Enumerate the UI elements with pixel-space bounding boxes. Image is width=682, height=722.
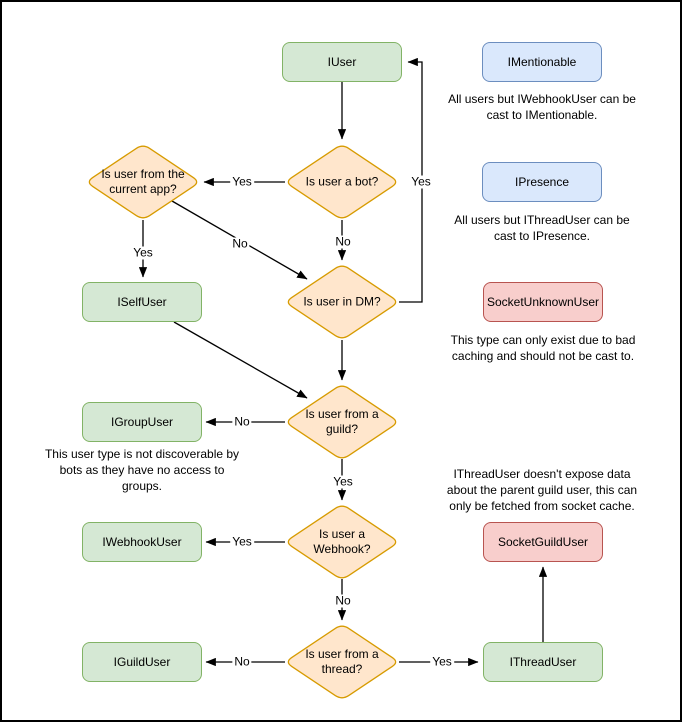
node-socketguilduser: SocketGuildUser bbox=[483, 522, 603, 562]
decision-bot-label: Is user a bot? bbox=[305, 174, 379, 189]
note-ithreaduser: IThreadUser doesn't expose data about the parent guild user, this can only be fetched from socket cache. bbox=[446, 467, 638, 513]
node-iwebhookuser: IWebhookUser bbox=[82, 522, 202, 562]
decision-dm-label: Is user in DM? bbox=[303, 294, 381, 309]
decision-current-app-label: Is user from the current app? bbox=[101, 167, 185, 196]
note-socketunknownuser: This type can only exist due to bad caching and should not be cast to. bbox=[450, 333, 636, 363]
note-imentionable: All users but IWebhookUser can be cast to IMentionable. bbox=[448, 92, 636, 122]
edge-label-app-yes: Yes bbox=[133, 245, 153, 260]
edge-label-bot-no: No bbox=[335, 234, 351, 249]
edge-label-webhook-yes: Yes bbox=[232, 534, 252, 549]
node-imentionable: IMentionable bbox=[482, 42, 602, 82]
node-ithreaduser: IThreadUser bbox=[483, 642, 603, 682]
edge-label-thread-yes: Yes bbox=[432, 654, 452, 669]
note-ipresence: All users but IThreadUser can be cast to IPresence. bbox=[454, 213, 630, 243]
node-iuser: IUser bbox=[282, 42, 402, 82]
edge-label-webhook-no: No bbox=[335, 593, 351, 608]
edge-iselfuser-to-guild bbox=[174, 322, 307, 398]
edge-label-app-no: No bbox=[232, 236, 248, 251]
node-igroupuser: IGroupUser bbox=[82, 402, 202, 442]
decision-guild-label: Is user from a guild? bbox=[305, 407, 379, 436]
edge-label-guild-no: No bbox=[234, 414, 250, 429]
note-igroupuser: This user type is not discoverable by bots as they have no access to groups. bbox=[44, 447, 240, 493]
node-iguilduser: IGuildUser bbox=[82, 642, 202, 682]
decision-thread-label: Is user from a thread? bbox=[305, 647, 379, 676]
edge-label-guild-yes: Yes bbox=[333, 474, 353, 489]
decision-webhook-label: Is user a Webhook? bbox=[313, 527, 371, 556]
node-iselfuser: ISelfUser bbox=[82, 282, 202, 322]
node-ipresence: IPresence bbox=[482, 162, 602, 202]
node-socketunknownuser: SocketUnknownUser bbox=[483, 282, 603, 322]
edge-label-thread-no: No bbox=[234, 654, 250, 669]
edge-label-bot-yes: Yes bbox=[232, 174, 252, 189]
edge-label-dm-yes: Yes bbox=[411, 174, 431, 189]
